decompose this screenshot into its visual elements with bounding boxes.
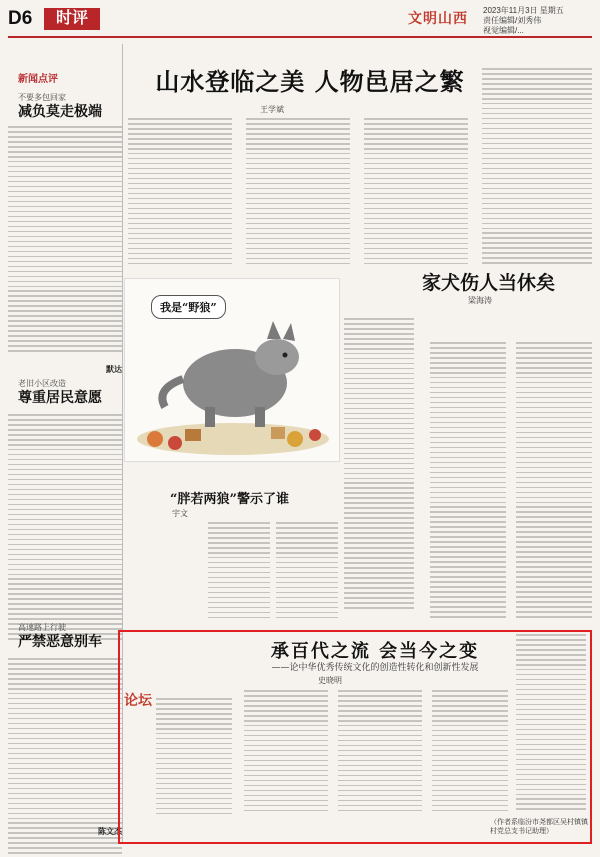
a2-kicker: 老旧小区改造 [18,379,66,388]
featured-author: 史晓明 [318,676,342,685]
cartoon-article-author: 宇文 [172,509,188,518]
contact-text: 视觉编辑/... [483,26,524,35]
page-number: D6 [8,8,33,29]
dog-article-author: 梁海涛 [468,296,492,305]
cartoon-article-title: “胖若两狼”警示了谁 [170,492,289,507]
left-column [8,44,122,844]
a3-title: 严禁恶意别车 [18,634,102,650]
a1-kicker: 不要多包回家 [18,93,66,102]
section-label: 时评 [44,8,100,30]
a3-author: 陈文杰 [98,827,122,836]
a1-author: 默达 [106,365,122,374]
a2-title: 尊重居民意愿 [18,390,102,406]
date-text: 2023年11月3日 星期五 [483,6,564,15]
cartoon-illustration [124,278,340,462]
main-article-body [128,118,592,268]
paper-logo: 文明山西 [408,11,468,27]
speech-bubble: 我是“野狼” [151,295,226,319]
main-author: 王学斌 [260,105,284,114]
dog-article-body [344,300,592,624]
a1-title: 减负莫走极端 [18,104,102,120]
page-header [0,0,600,38]
a3-kicker: 高速路上行驶 [18,623,66,632]
cartoon-article-body [128,522,338,626]
featured-article-body [124,690,586,818]
date-block [483,6,595,36]
main-headline: 山水登临之美 人物邑居之繁 [155,67,465,96]
author-note: （作者系临汾市尧都区吴村镇镇村党总支书记助理） [490,818,588,835]
featured-subtitle: ——论中华优秀传统文化的创造性转化和创新性发展 [271,663,479,673]
header-rule [8,36,592,38]
column-tag: 新闻点评 [18,74,58,85]
forum-badge-icon: 论坛 [124,693,152,709]
a1-body [8,126,122,355]
editor-text: 责任编辑/刘秀伟 [483,16,542,25]
a2-body [8,414,122,643]
featured-headline: 承百代之流 会当今之变 [270,641,480,662]
dog-article-headline: 家犬伤人当休矣 [422,272,556,294]
